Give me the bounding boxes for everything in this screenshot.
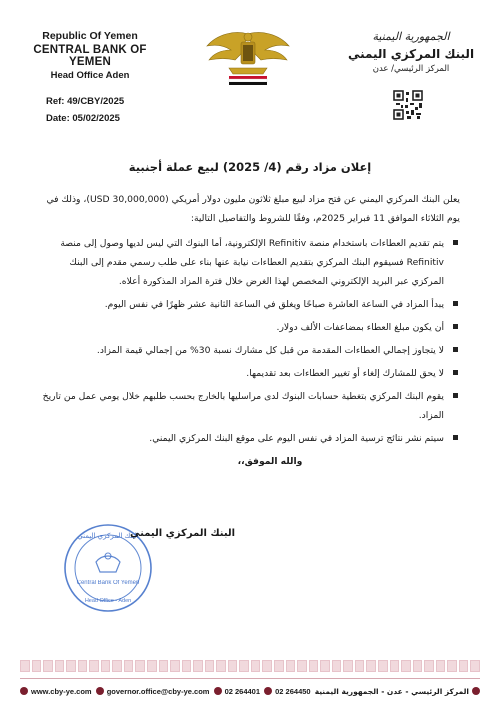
globe-icon — [20, 687, 28, 695]
country-name-ar: الجمهورية اليمنية — [372, 30, 450, 43]
closing-phrase: والله الموفق،، — [237, 456, 303, 467]
svg-text:Central Bank Of Yemen: Central Bank Of Yemen — [76, 580, 140, 586]
list-item: يتم تقديم العطاءات باستخدام منصة Refinitiv الإلكترونية، أما البنوك التي ليس لديها وصول إلى منصة Refinitiv فسيقوم البنك المركزي بتقديم العطاءات نيابة عنها بناء على طلب رسمي مقدم إلى البنك المركزي عبر البريد الإلكتروني المخصص لهذا الغرض خلال فترة المزاد المذكورة أعلاه. — [40, 234, 460, 291]
conditions-list — [40, 234, 460, 448]
svg-text:Head Office - Aden: Head Office - Aden — [84, 598, 132, 604]
document-date: Date: 05/02/2025 — [46, 113, 120, 124]
signature-name: البنك المركزي اليمني — [130, 528, 236, 539]
bullet-icon — [453, 347, 458, 352]
svg-text:البنك المركزي اليمني: البنك المركزي اليمني — [77, 532, 139, 540]
bullet-icon — [453, 301, 458, 306]
list-item: يبدأ المزاد في الساعة العاشرة صباحًا ويغلق في الساعة الثانية عشر ظهرًا في نفس اليوم. — [40, 295, 460, 314]
reference-number: Ref: 49/CBY/2025 — [46, 96, 125, 107]
bullet-icon — [453, 370, 458, 375]
list-item: لا يحق للمشارك إلغاء أو تغيير العطاءات بعد تقديمها. — [40, 364, 460, 383]
bullet-icon — [453, 435, 458, 440]
header-left-block — [20, 30, 160, 81]
mail-icon — [96, 687, 104, 695]
qr-code-icon — [393, 90, 423, 120]
footer-address: المركز الرئيسي - عدن - الجمهورية اليمنية — [315, 687, 480, 696]
footer-website[interactable]: www.cby-ye.com — [20, 687, 92, 696]
list-item: لا يتجاوز إجمالي العطاءات المقدمة من قبل كل مشارك نسبة 30% من إجمالي قيمة المزاد. — [40, 341, 460, 360]
office-name-ar: المركز الرئيسي/ عدن — [372, 64, 450, 74]
bank-name-en: CENTRAL BANK OF YEMEN — [33, 44, 147, 68]
footer-phone-1: 02 264401 — [214, 687, 260, 696]
phone-icon — [214, 687, 222, 695]
intro-paragraph: يعلن البنك المركزي اليمني عن فتح مزاد لبيع مبلغ ثلاثون مليون دولار أمريكي (30,000,000 USD)، وذلك في يوم الثلاثاء الموافق 11 فبراير 2025م، وفقًا للشروط والتفاصيل التالية: — [46, 194, 460, 224]
bank-name-ar: البنك المركزي اليمني — [347, 47, 475, 61]
list-item: سيتم نشر نتائج ترسية المزاد في نفس اليوم على موقع البنك المركزي اليمني. — [40, 429, 460, 448]
decorative-pattern-band — [20, 660, 480, 672]
yemen-eagle-emblem-icon — [205, 28, 291, 86]
list-item: يقوم البنك المركزي بتغطية حسابات البنوك لدى مراسليها بالخارج بحسب طلبهم خلال يومي عمل من تاريخ المزاد. — [40, 387, 460, 425]
footer — [20, 684, 480, 698]
header-right-block — [346, 30, 476, 74]
footer-email[interactable]: governor.office@cby-ye.com — [96, 687, 210, 696]
footer-divider — [20, 678, 480, 679]
bullet-icon — [453, 324, 458, 329]
office-name-en: Head Office Aden — [50, 70, 130, 81]
announcement-title: إعلان مزاد رقم (4/ 2025) لبيع عملة أجنبية — [128, 160, 372, 174]
footer-phone-2: 02 264450 — [264, 687, 310, 696]
location-pin-icon — [472, 687, 480, 695]
announcement-body — [40, 190, 460, 471]
bullet-icon — [453, 240, 458, 245]
country-name-en: Republic Of Yemen — [42, 30, 138, 42]
bullet-icon — [453, 393, 458, 398]
fax-icon — [264, 687, 272, 695]
list-item: أن يكون مبلغ العطاء بمضاعفات الألف دولار. — [40, 318, 460, 337]
